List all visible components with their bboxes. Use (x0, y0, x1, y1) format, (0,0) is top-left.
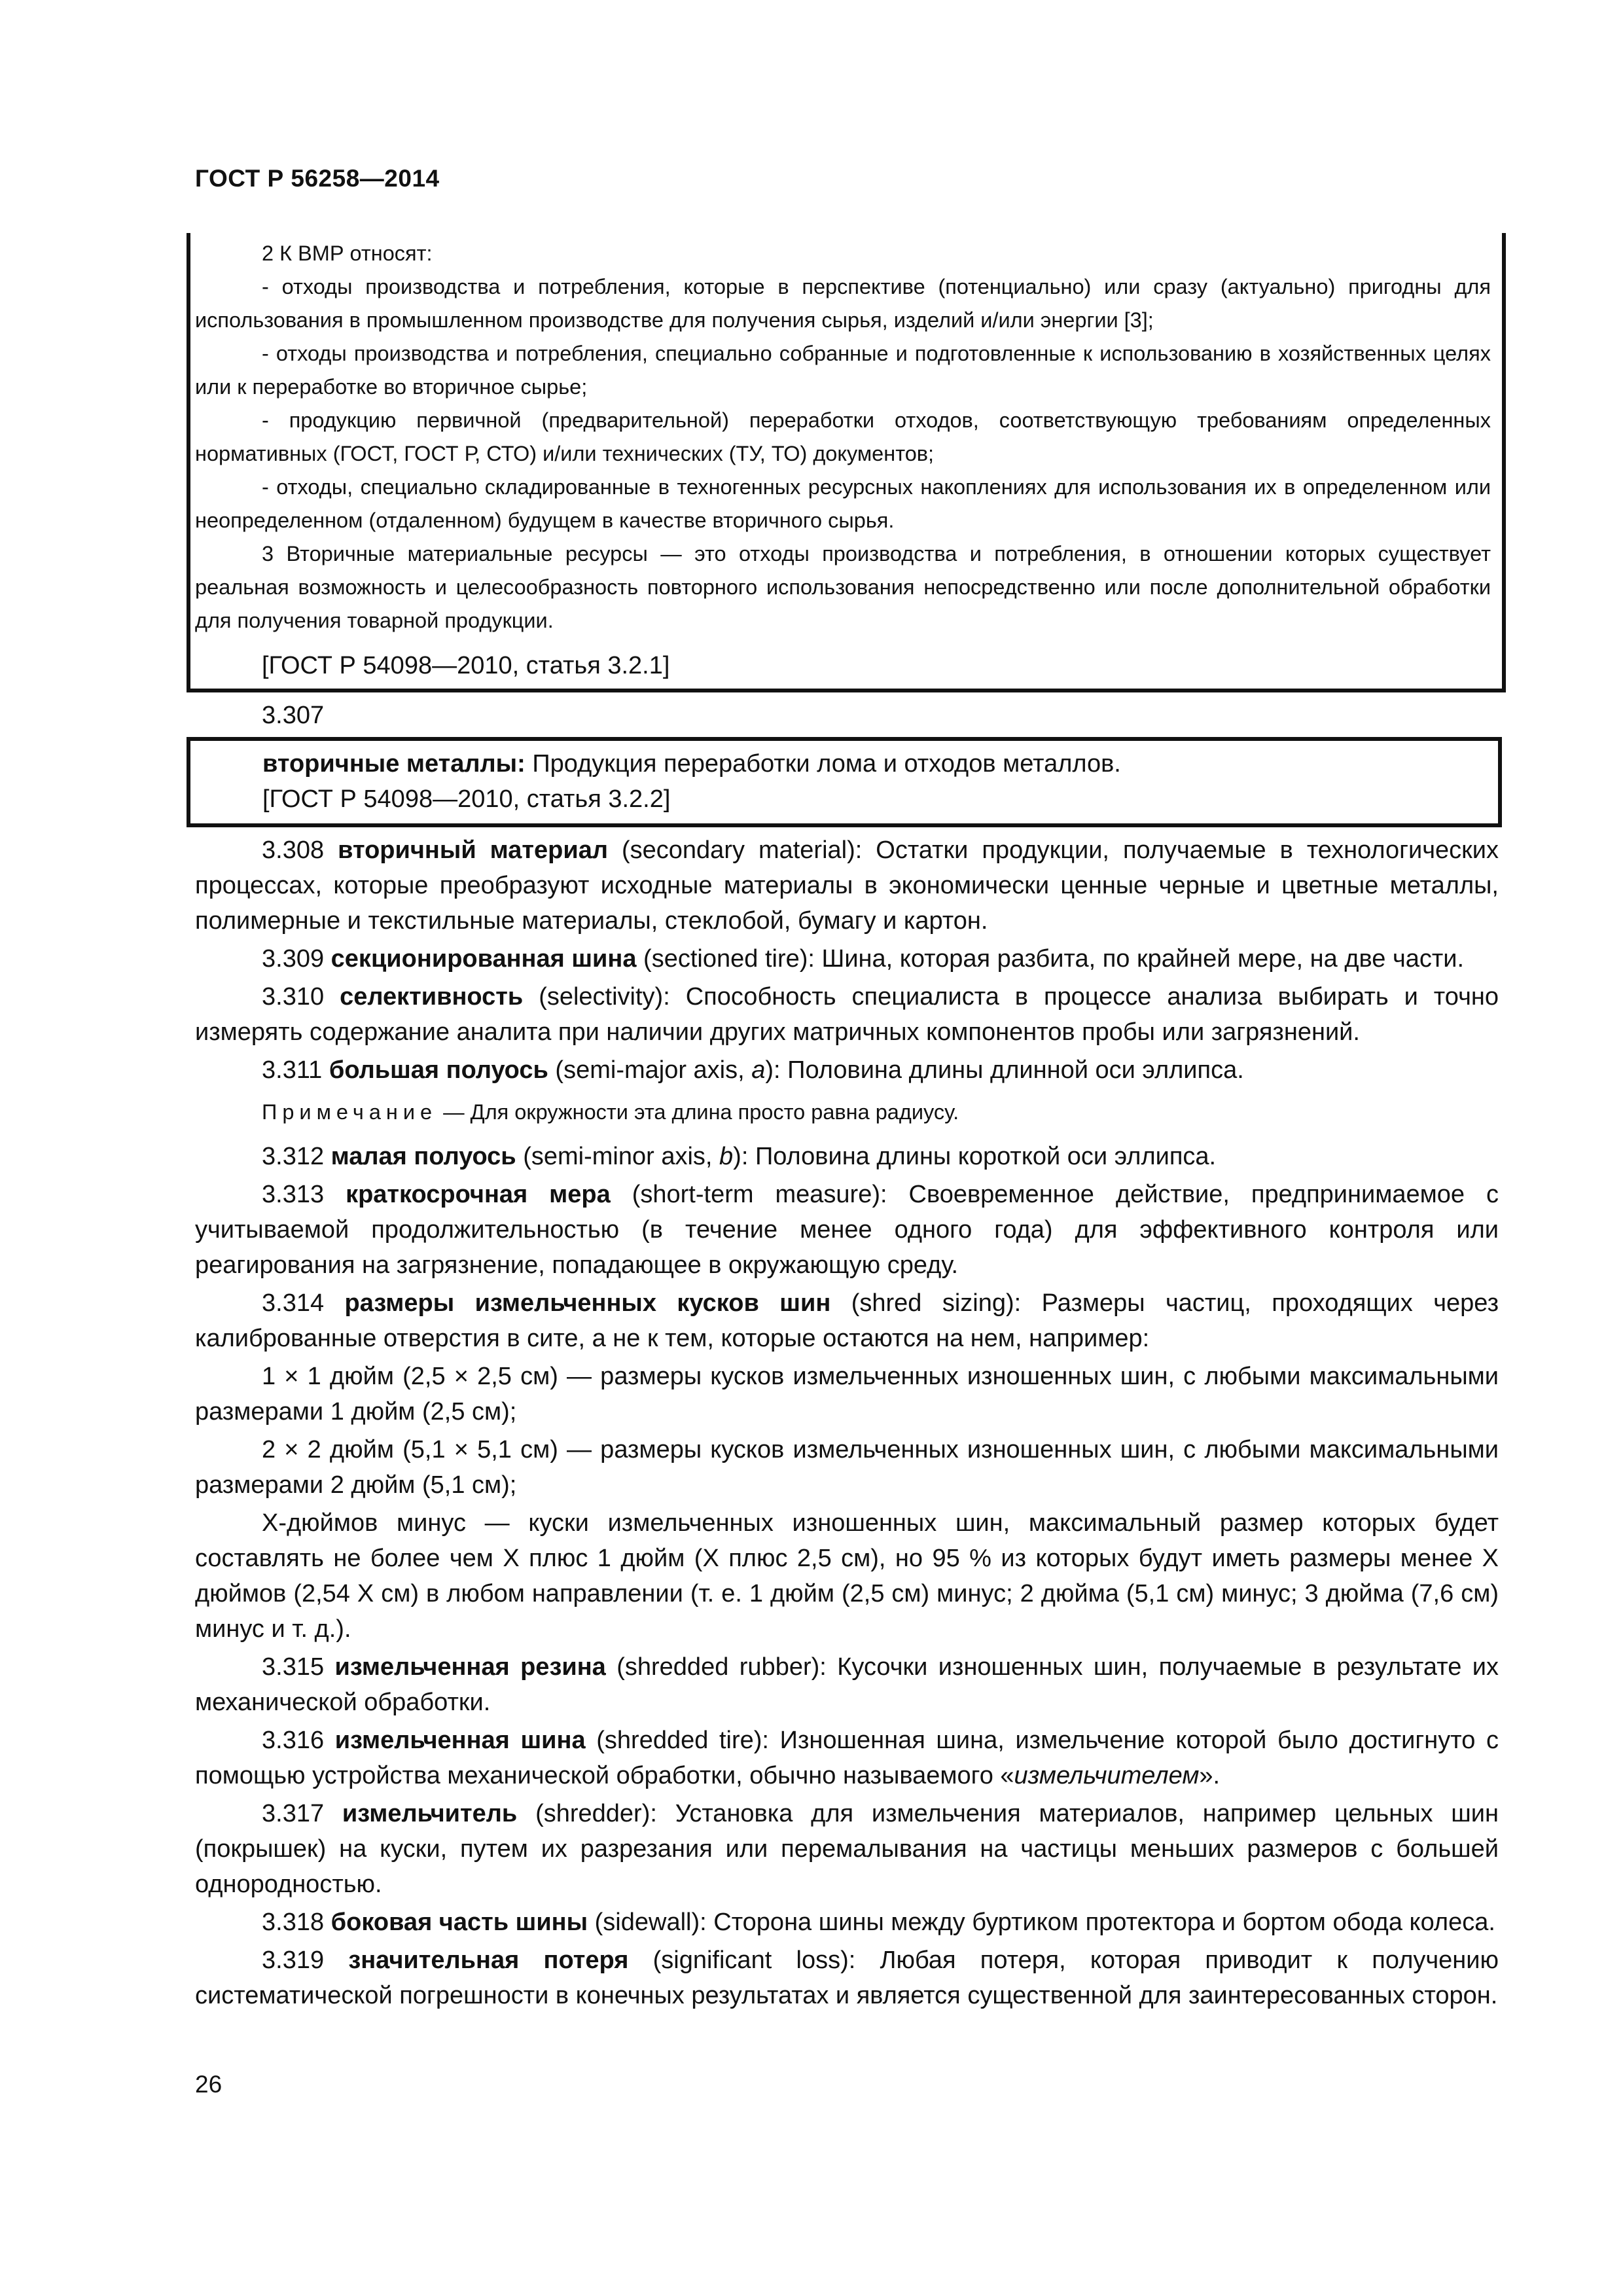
entry-emphasis: измельчителем (1014, 1762, 1200, 1789)
entry-313 (195, 1177, 1499, 1283)
entry-314-example: 2 × 2 дюйм (5,1 × 5,1 см) — размеры кусков измельченных изношенных шин, с любыми максимальными размерами 2 дюйм (5,1 см); (195, 1436, 1499, 1499)
entry-term: малая полуось (330, 1143, 516, 1170)
term-307-source: [ГОСТ Р 54098—2010, статья 3.2.2] (262, 785, 671, 813)
entry-number: 3.316 (262, 1727, 335, 1754)
entry-term: вторичный материал (338, 836, 608, 864)
note-paragraph: - отходы производства и потребления, которые в перспективе (потенциально) или сразу (актуально) пригодны для использования в промышленном производстве для получения сырья, изделий и/или энергии [3]; (195, 275, 1491, 332)
entry-number: 3.317 (262, 1800, 342, 1827)
entry-definition: (semi-major axis, (548, 1056, 752, 1084)
entry-318 (195, 1905, 1499, 1940)
entry-term: боковая часть шины (330, 1909, 588, 1936)
entry-number: 3.313 (262, 1181, 346, 1208)
entry-312 (195, 1139, 1499, 1174)
note-text: — Для окружности эта длина просто равна радиусу. (437, 1100, 959, 1124)
document-header: ГОСТ Р 56258—2014 (195, 165, 440, 192)
note-label: Примечание (262, 1100, 438, 1124)
entry-term: значительная потеря (348, 1946, 629, 1974)
entry-314-example: Х-дюймов минус — куски измельченных изношенных шин, максимальный размер которых будет составлять не более чем Х плюс 1 дюйм (Х плюс 2,5 см), но 95 % из которых будут иметь размеры менее Х дюймов (2,54 Х см) в любом направлении (т. е. 1 дюйм (2,5 см) минус; 2 дюйма (5,1 см) минус; 3 дюйма (7,6 см) минус и т. д.). (195, 1509, 1499, 1643)
entry-term: измельченная резина (334, 1653, 606, 1681)
entry-term: краткосрочная мера (346, 1181, 611, 1208)
entry-316 (195, 1723, 1499, 1793)
entry-definition: (selectivity): Способность специалиста в процессе анализа выбирать и точно измерять содержание аналита при наличии других матричных компонентов пробы или загрязнений. (195, 983, 1499, 1046)
entry-definition: ): Половина длины короткой оси эллипса. (733, 1143, 1217, 1170)
note-paragraph: 3 Вторичные материальные ресурсы — это отходы производства и потребления, в отношении которых существует реальная возможность и целесообразность повторного использования непосредственно или после дополнительной обработки для получения товарной продукции. (195, 542, 1491, 632)
entry-number: 3.314 (262, 1289, 345, 1317)
entry-term: селективность (340, 983, 524, 1011)
note-paragraph: 2 К ВМР относят: (262, 242, 433, 265)
note-paragraph: - отходы, специально складированные в техногенных ресурсных накоплениях для использования их в определенном или неопределенном (отдаленном) будущем в качестве вторичного сырья. (195, 475, 1491, 532)
entry-definition: (significant loss): Любая потеря, которая приводит к получению систематической погрешности в конечных результатах и является существенной для заинтересованных сторон. (195, 1946, 1499, 2009)
entry-definition: (sectioned tire): Шина, которая разбита, по крайней мере, на две части. (636, 945, 1465, 973)
entry-term: измельченная шина (334, 1727, 586, 1754)
entry-term: секционированная шина (330, 945, 637, 973)
entry-number: 3.309 (262, 945, 331, 973)
entry-314 (195, 1285, 1499, 1356)
entry-term: измельчитель (342, 1800, 518, 1827)
entry-term: большая полуось (329, 1056, 548, 1084)
entry-number: 3.308 (262, 836, 338, 864)
entry-309 (195, 941, 1499, 977)
note-source-reference: [ГОСТ Р 54098—2010, статья 3.2.1] (262, 652, 670, 679)
entry-definition: (sidewall): Сторона шины между буртиком протектора и бортом обода колеса. (588, 1909, 1495, 1936)
term-307-definition: Продукция переработки лома и отходов металлов. (525, 750, 1121, 778)
entry-number: 3.315 (262, 1653, 335, 1681)
entry-number: 3.311 (262, 1056, 329, 1084)
entry-311 (195, 1052, 1499, 1088)
entry-definition: ». (1199, 1762, 1221, 1789)
entry-310 (195, 979, 1499, 1050)
entry-314-example: 1 × 1 дюйм (2,5 × 2,5 см) — размеры кусков измельченных изношенных шин, с любыми максимальными размерами 1 дюйм (2,5 см); (195, 1363, 1499, 1426)
page-number: 26 (195, 2071, 223, 2098)
entry-definition: (shredded rubber): Кусочки изношенных шин, получаемые в результате их механической обработки. (195, 1653, 1499, 1716)
entry-term: размеры измельченных кусков шин (344, 1289, 831, 1317)
entry-319 (195, 1943, 1499, 2013)
entry-definition: ): Половина длины длинной оси эллипса. (765, 1056, 1244, 1084)
entry-definition: (shred sizing): Размеры частиц, проходящих через калиброванные отверстия в сите, а не к тем, которые остаются на нем, например: (195, 1289, 1499, 1352)
entry-number: 3.318 (262, 1909, 331, 1936)
entry-315 (195, 1649, 1499, 1720)
entry-definition: (short-term measure): Своевременное действие, предпринимаемое с учитываемой продолжительностью (в течение менее одного года) для эффективного контроля или реагирования на загрязнение, попадающее в окружающую среду. (195, 1181, 1499, 1279)
term-307-line (262, 746, 1121, 781)
entry-308 (195, 833, 1499, 939)
entry-317 (195, 1796, 1499, 1902)
entry-definition: (shredded tire): Изношенная шина, измельчение которой было достигнуто с помощью устройства механической обработки, обычно называемого « (195, 1727, 1499, 1789)
entry-number: 3.312 (262, 1143, 331, 1170)
entry-definition: (shredder): Установка для измельчения материалов, например цельных шин (покрышек) на куски, путем их разрезания или перемалывания на частицы меньших размеров с большей однородностью. (195, 1800, 1499, 1898)
terms-list (195, 833, 1499, 2016)
entry-definition: (secondary material): Остатки продукции, получаемые в технологических процессах, которые преобразуют исходные материалы в экономически ценные черные и цветные металлы, полимерные и текстильные материалы, стеклобой, бумагу и картон. (195, 836, 1499, 935)
term-number-307: 3.307 (262, 702, 325, 729)
term-307-frame (187, 737, 1502, 827)
entry-symbol: a (751, 1056, 766, 1084)
entry-definition: (semi-minor axis, (516, 1143, 720, 1170)
term-307-name: вторичные металлы: (262, 750, 526, 778)
entry-symbol: b (719, 1143, 734, 1170)
note-paragraph: - продукцию первичной (предварительной) переработки отходов, соответствующую требованиям определенных нормативных (ГОСТ, ГОСТ Р, СТО) и/или технических (ТУ, ТО) документов; (195, 408, 1491, 465)
note-paragraph: - отходы производства и потребления, специально собранные и подготовленные к использованию в хозяйственных целях или к переработке во вторичное сырье; (195, 342, 1491, 399)
entry-311-note (195, 1094, 1499, 1130)
note-block (195, 237, 1491, 637)
entry-number: 3.310 (262, 983, 340, 1011)
entry-number: 3.319 (262, 1946, 349, 1974)
